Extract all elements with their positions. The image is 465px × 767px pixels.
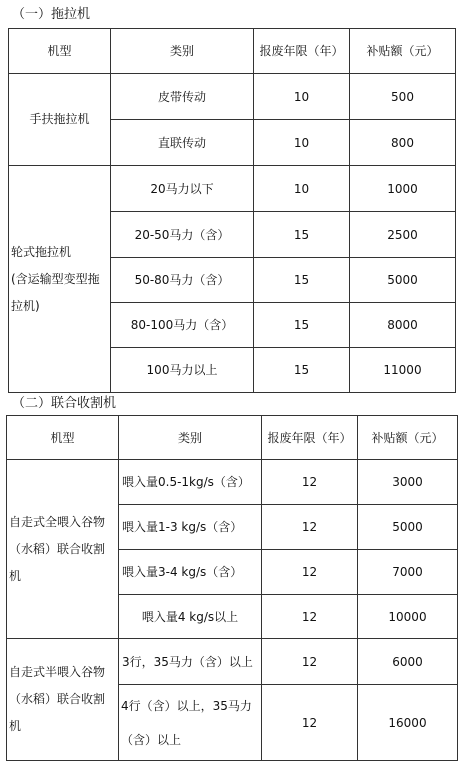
years-cell: 10: [254, 120, 350, 166]
table-row: [7, 639, 458, 685]
subsidy-cell: 5000: [350, 258, 456, 303]
category-cell: 100马力以上: [111, 348, 254, 393]
header-category: 类别: [119, 416, 262, 460]
header-subsidy: 补贴额（元）: [358, 416, 458, 460]
subsidy-cell: 11000: [350, 348, 456, 393]
years-cell: 15: [254, 258, 350, 303]
header-model: 机型: [7, 416, 119, 460]
subsidy-cell: 6000: [358, 639, 458, 685]
header-category: 类别: [111, 29, 254, 74]
header-years: 报废年限（年）: [254, 29, 350, 74]
category-cell: 4行（含）以上，35马力 （含）以上: [119, 685, 262, 761]
section1-title: （一）拖拉机: [12, 7, 91, 22]
category-cell: 直联传动: [111, 120, 254, 166]
model-cell: 自走式半喂入谷物 （水稻）联合收割 机: [7, 639, 119, 761]
header-subsidy: 补贴额（元）: [350, 29, 456, 74]
model-cell: 手扶拖拉机: [9, 74, 111, 166]
years-cell: 15: [254, 303, 350, 348]
table-header-row: [9, 29, 456, 74]
category-cell: 20-50马力（含）: [111, 212, 254, 258]
section2-title: （二）联合收割机: [12, 396, 117, 411]
years-cell: 12: [262, 595, 358, 639]
table-row: [9, 166, 456, 212]
category-cell: 3行，35马力（含）以上: [119, 639, 262, 685]
header-years: 报废年限（年）: [262, 416, 358, 460]
table-row: [9, 74, 456, 120]
header-model: 机型: [9, 29, 111, 74]
subsidy-cell: 800: [350, 120, 456, 166]
years-cell: 12: [262, 505, 358, 550]
subsidy-cell: 3000: [358, 460, 458, 505]
years-cell: 12: [262, 550, 358, 595]
model-cell: 轮式拖拉机 (含运输型变型拖 拉机): [9, 166, 111, 393]
category-cell: 20马力以下: [111, 166, 254, 212]
subsidy-cell: 7000: [358, 550, 458, 595]
years-cell: 12: [262, 685, 358, 761]
harvester-table: [6, 415, 458, 761]
years-cell: 12: [262, 639, 358, 685]
years-cell: 10: [254, 166, 350, 212]
years-cell: 12: [262, 460, 358, 505]
tractor-table: [8, 28, 456, 393]
years-cell: 10: [254, 74, 350, 120]
subsidy-cell: 5000: [358, 505, 458, 550]
subsidy-cell: 2500: [350, 212, 456, 258]
category-cell: 喂入量1-3 kg/s（含）: [119, 505, 262, 550]
subsidy-cell: 16000: [358, 685, 458, 761]
category-cell: 喂入量4 kg/s以上: [119, 595, 262, 639]
subsidy-cell: 8000: [350, 303, 456, 348]
category-cell: 80-100马力（含）: [111, 303, 254, 348]
category-cell: 皮带传动: [111, 74, 254, 120]
category-cell: 喂入量0.5-1kg/s（含）: [119, 460, 262, 505]
category-cell: 喂入量3-4 kg/s（含）: [119, 550, 262, 595]
years-cell: 15: [254, 212, 350, 258]
table-row: [7, 460, 458, 505]
subsidy-cell: 1000: [350, 166, 456, 212]
table-header-row: [7, 416, 458, 460]
subsidy-cell: 500: [350, 74, 456, 120]
subsidy-cell: 10000: [358, 595, 458, 639]
model-cell: 自走式全喂入谷物 （水稻）联合收割 机: [7, 460, 119, 639]
category-cell: 50-80马力（含）: [111, 258, 254, 303]
years-cell: 15: [254, 348, 350, 393]
